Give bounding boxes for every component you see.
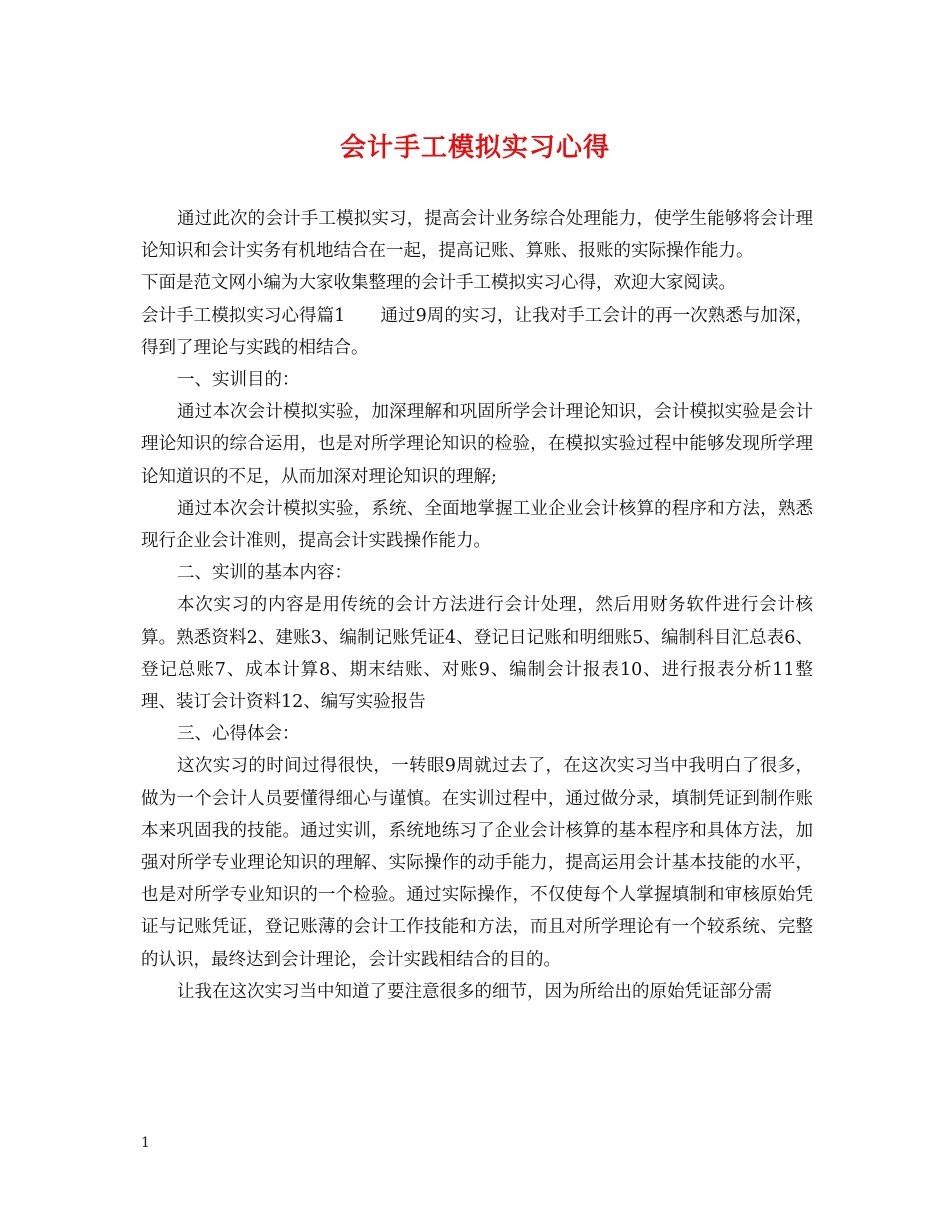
content-paragraph: 本次实习的内容是用传统的会计方法进行会计处理，然后用财务软件进行会计核算。熟悉资料2、建账3、编制记账凭证4、登记日记账和明细账5、编制科目汇总表6、登记总账7、成本计算8、期末结账、对账9、编制会计报表10、进行报表分析11整理、装订会计资料12、编写实验报告 bbox=[141, 595, 813, 713]
section-heading-objectives: 一、实训目的： bbox=[177, 370, 300, 391]
intro-note: 下面是范文网小编为大家收集整理的会计手工模拟实习心得，欢迎大家阅读。 bbox=[141, 273, 736, 294]
page-number: 1 bbox=[141, 1135, 150, 1151]
section-heading-reflections: 三、心得体会： bbox=[177, 724, 300, 745]
reflections-paragraph-2: 让我在这次实习当中知道了要注意很多的细节，因为所给出的原始凭证部分需 bbox=[177, 981, 772, 1002]
intro-paragraph: 通过此次的会计手工模拟实习，提高会计业务综合处理能力，使学生能够将会计理论知识和会计实务有机地结合在一起，提高记账、算账、报账的实际操作能力。 bbox=[141, 209, 813, 262]
reflections-paragraph-1: 这次实习的时间过得很快，一转眼9周就过去了，在这次实习当中我明白了很多，做为一个会计人员要懂得细心与谨慎。在实训过程中，通过做分录，填制凭证到制作账本来巩固我的技能。通过实训，系统地练习了企业会计核算的基本程序和具体方法，加强对所学专业理论知识的理解、实际操作的动手能力，提高运用会计基本技能的水平，也是对所学专业知识的一个检验。通过实际操作，不仅使每个人掌握填制和审核原始凭证与记账凭证，登记账薄的会计工作技能和方法，而且对所学理论有一个较系统、完整的认识，最终达到会计理论，会计实践相结合的目的。 bbox=[141, 756, 813, 970]
document-body bbox=[141, 203, 813, 1008]
document-title: 会计手工模拟实习心得 bbox=[339, 133, 610, 163]
objectives-paragraph-2: 通过本次会计模拟实验，系统、全面地掌握工业企业会计核算的程序和方法，熟悉现行企业会计准则，提高会计实践操作能力。 bbox=[141, 498, 813, 552]
section-heading-content: 二、实训的基本内容： bbox=[177, 563, 352, 584]
article-heading-paragraph: 会计手工模拟实习心得篇1 通过9周的实习，让我对手工会计的再一次熟悉与加深，得到了理论与实践的相结合。 bbox=[141, 305, 813, 358]
objectives-paragraph-1: 通过本次会计模拟实验，加深理解和巩固所学会计理论知识，会计模拟实验是会计理论知识的综合运用，也是对所学理论知识的检验，在模拟实验过程中能够发现所学理论知道识的不足，从而加深对理论知识的理解; bbox=[141, 402, 813, 487]
